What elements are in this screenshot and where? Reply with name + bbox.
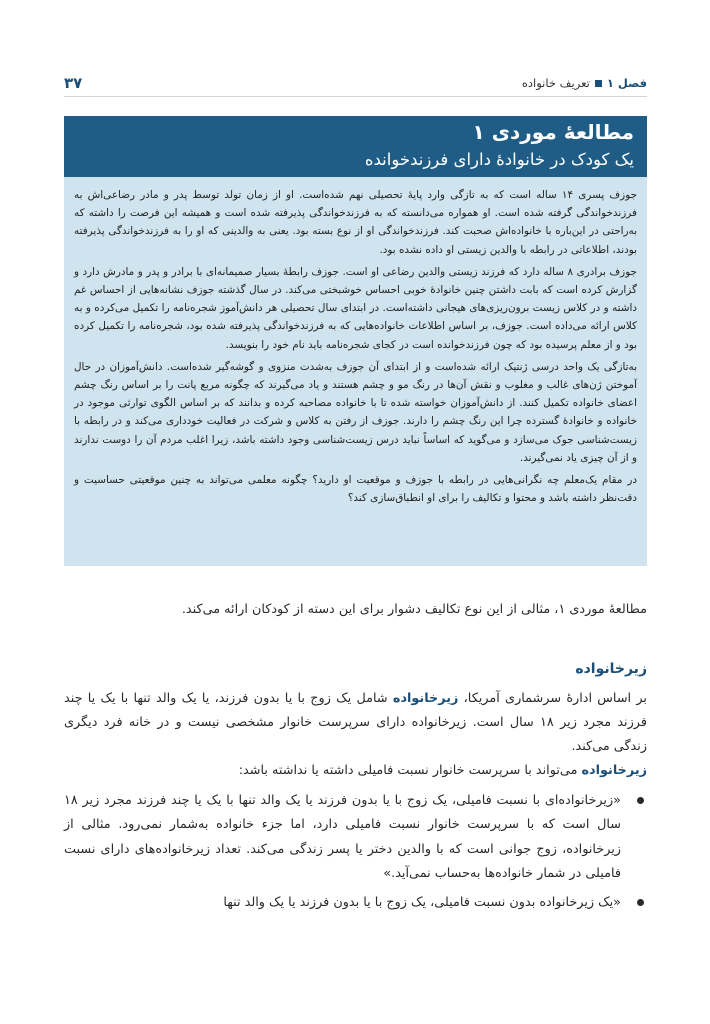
section-paragraph: [64, 687, 647, 783]
list-item: [64, 789, 647, 887]
square-bullet-icon: [595, 80, 602, 87]
case-paragraph: جوزف برادری ۸ ساله دارد که فرزند زیستی والدین رضاعی او است. جوزف رابطهٔ بسیار صمیمانه‌ای با برادر و پدر و مادرش دارد و گزارش کرده است که بابت داشتن چنین خانوادهٔ خوبی احساس خوشبختی می‌کند. در سال گذشته جوزف نشانه‌هایی از احساس غم داشته و در کلاس زیست برون‌ریزی‌های هیجانی داشته‌است. در ابتدای سال تحصیلی هر دانش‌آموز شجره‌نامه را تکمیل می‌کرده و به کلاس ارائه می‌داده است. جوزف، بر اساس اطلاعات خانواده‌هایی که به فرزندخواندگی پذیرفته شده بود، شجره‌نامه را تکمیل کرده بود و از معلم پرسیده بود که چون فرزندخوانده است در کجای شجره‌نامه باید نام خود را بنویسد.: [74, 265, 637, 351]
case-paragraph: به‌تازگی یک واحد درسی ژنتیک ارائه شده‌است و از ابتدای آن جوزف به‌شدت منزوی و گوشه‌گیر شده‌است. دانش‌آموزان در حال آموختن ژن‌های غالب و مغلوب و نقش آن‌ها در رنگ مو و چشم هستند و یاد می‌گیرند که چگونه مربع پانت را بر اساس رنگ چشم اعضای خانواده تکمیل کنند. از دانش‌آموزان خواسته شده تا با خانواده مصاحبه کرده و بدانند که بر اساس الگوی توارثی موجود در خانواده و خانوادهٔ گسترده چرا این رنگ چشم را دارند. جوزف از رفتن به کلاس و شرکت در فعالیت خودداری می‌کند و در رابطه با زیست‌شناسی جوک می‌سازد و می‌گوید که اساساً نباید درس زیست‌شناسی وجود داشته باشد، زیرا اغلب مردم آن را دوست ندارند و از آن چیزی یاد نمی‌گیرند.: [74, 360, 637, 464]
list-item: [64, 891, 647, 915]
key-term: زیرخانواده: [581, 763, 647, 778]
case-study-title: مطالعهٔ موردی ۱: [472, 120, 634, 144]
para-text: می‌تواند با سرپرست خانوار نسبت فامیلی داشته یا نداشته باشد:: [238, 763, 582, 778]
case-study-body: [74, 186, 637, 511]
bullet-icon: [637, 899, 644, 906]
chapter-label: فصل ۱: [606, 76, 647, 90]
chapter-title: تعریف خانواده: [521, 76, 590, 90]
chapter-heading: [522, 76, 647, 90]
case-question: در مقام یک‌معلم چه نگرانی‌هایی در رابطه با جوزف و موقعیت او دارید؟ چگونه معلمی می‌تواند به چنین موقعیتی حساسیت و دقت‌نظر داشته باشد و محتوا و تکالیف را برای او انطباق‌سازی کند؟: [74, 474, 637, 505]
case-study-subtitle: یک کودک در خانوادهٔ دارای فرزندخوانده: [364, 150, 634, 169]
para-text: بر اساس ادارهٔ سرشماری آمریکا،: [458, 691, 647, 706]
case-study-box: [64, 116, 647, 566]
list-item-text: «یک زیرخانواده بدون نسبت فامیلی، یک زوج با یا بدون فرزند یا یک والد تنها: [223, 894, 621, 910]
intro-paragraph: مطالعهٔ موردی ۱، مثالی از این نوع تکالیف دشوار برای این دسته از کودکان ارائه می‌کند.: [181, 602, 647, 617]
case-paragraph: جوزف پسری ۱۴ ساله است که به تازگی وارد پایهٔ تحصیلی نهم شده‌است. او از زمان تولد توسط پدر و مادر رضاعی‌اش به فرزندخواندگی گرفته شده است. او همواره می‌دانسته که به فرزندخواندگی پذیرفته شده است و همیشه این فرصت را داشته که به‌راحتی در این‌باره با خانواده‌اش صحبت کند. فرزندخواندگی او از نوع بسته بود. یعنی به والدینی که او را به فرزندخواندگی پذیرفته بودند، اطلاعاتی در رابطه با والدین زیستی او داده نشده بود.: [74, 189, 637, 256]
section-title: زیرخانواده: [575, 661, 647, 677]
page-number: ۳۷: [64, 74, 83, 92]
list-item-text: «زیرخانواده‌ای با نسبت فامیلی، یک زوج با یا بدون فرزند یا یک والد تنها با یک یا چند فرزند مجرد زیر ۱۸ سال است که با سرپرست خانوار نسبت فامیلی دارد، اما جزء خانواده به‌شمار نمی‌رود. مثالی از زیرخانواده، زوج جوانی است که با والدین دختر یا پسر زندگی می‌کند. تعداد زیرخانواده‌های دارای نسبت فامیلی در شمار خانواده‌ها به‌حساب نمی‌آید.»: [64, 793, 621, 882]
key-term: زیرخانواده: [392, 691, 459, 706]
running-header: [64, 74, 647, 97]
bullet-icon: [637, 797, 644, 804]
bullet-list: [64, 789, 647, 915]
case-study-header: [64, 116, 647, 177]
para-text: شامل یک زوج با یا بدون فرزند، یا یک والد تنها با یک یا چند فرزند مجرد زیر ۱۸ سال است. زیرخانواده دارای سرپرست خانوار مشخصی نیست و در خانه فرد دیگری زندگی می‌کند.: [64, 691, 647, 754]
